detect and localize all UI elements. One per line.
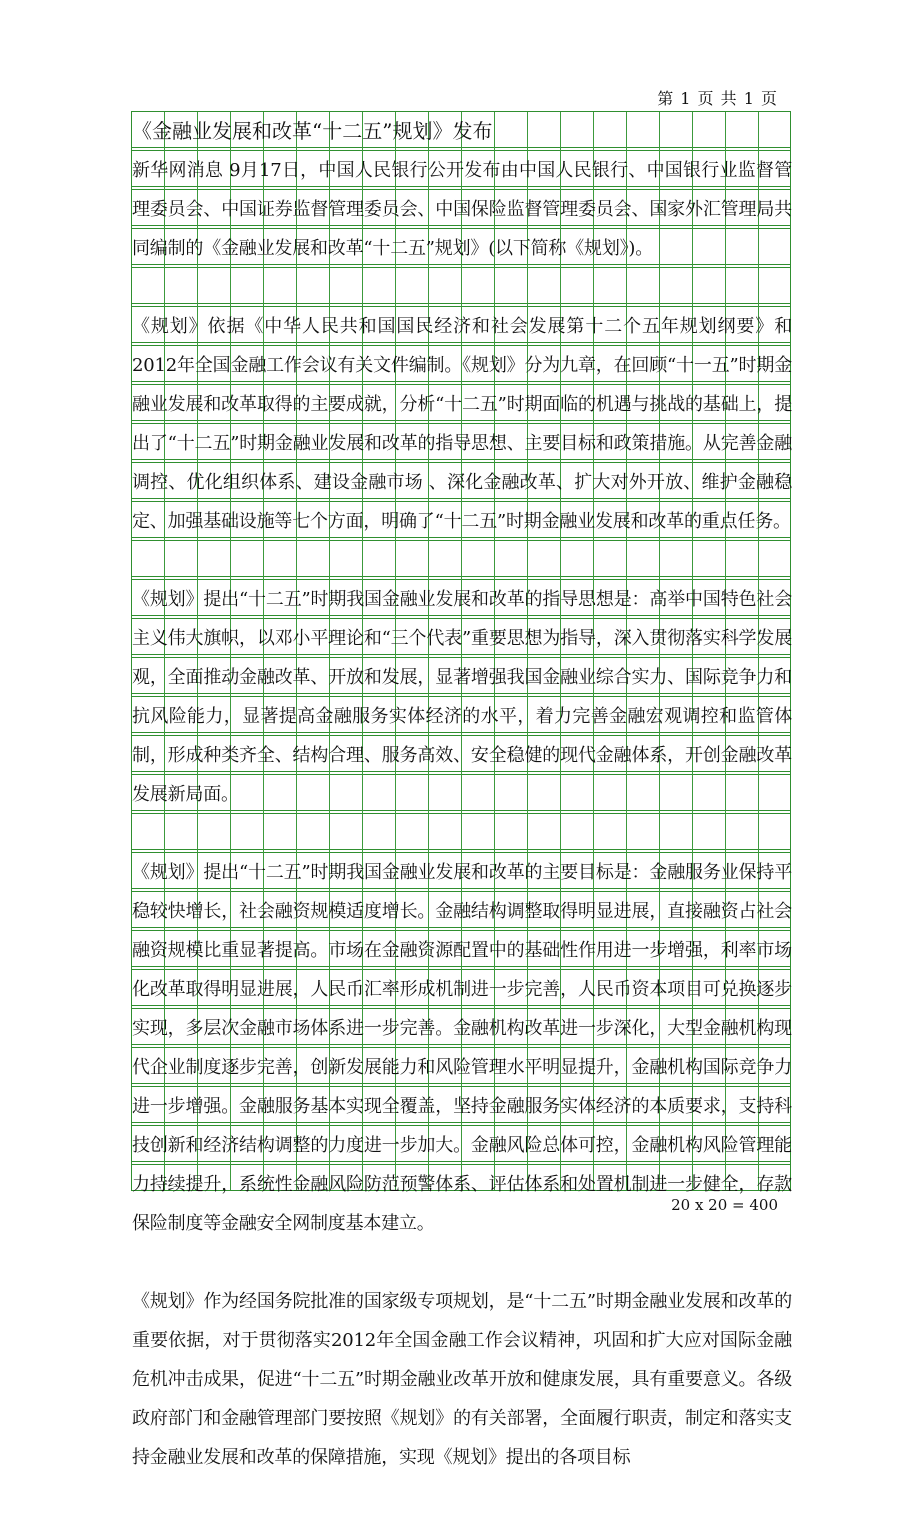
paragraph-4: 《规划》提出“十二五”时期我国金融业发展和改革的主要目标是：金融服务业保持平稳较快增长，社会融资规模适度增长。金融结构调整取得明显进展，直接融资占社会融资规模比重显著提高。市场在金融资源配置中的基础性作用进一步增强，利率市场化改革取得明显进展，人民币汇率形成机制进一步完善，人民币资本项目可兑换逐步实现，多层次金融市场体系进一步完善。金融机构改革进一步深化，大型金融机构现代企业制度逐步完善，创新发展能力和风险管理水平明显提升，金融机构国际竞争力进一步增强。金融服务基本实现全覆盖，坚持金融服务实体经济的本质要求，支持科技创新和经济结构调整的力度进一步加大。金融风险总体可控，金融机构风险管理能力持续提升，系统性金融风险防范预警体系、评估体系和处置机制进一步健全，存款保险制度等金融安全网制度基本建立。: [132, 862, 792, 1234]
paragraph-1: 新华网消息 9月17日，中国人民银行公开发布由中国人民银行、中国银行业监督管理委员会、中国证券监督管理委员会、中国保险监督管理委员会、国家外汇管理局共同编制的《金融业发展和改革“十二五”规划》(以下简称《规划》)。: [132, 160, 792, 259]
paragraph-3: 《规划》提出“十二五”时期我国金融业发展和改革的指导思想是：高举中国特色社会主义伟大旗帜，以邓小平理论和“三个代表”重要思想为指导，深入贯彻落实科学发展观，全面推动金融改革、开放和发展，显著增强我国金融业综合实力、国际竞争力和抗风险能力，显著提高金融服务实体经济的水平，着力完善金融宏观调控和监管体制，形成种类齐全、结构合理、服务高效、安全稳健的现代金融体系，开创金融改革发展新局面。: [132, 589, 792, 805]
paragraph-5: 《规划》作为经国务院批准的国家级专项规划，是“十二五”时期金融业发展和改革的重要依据，对于贯彻落实2012年全国金融工作会议精神，巩固和扩大应对国际金融危机冲击成果，促进“十二五”时期金融业改革开放和健康发展，具有重要意义。各级政府部门和金融管理部门要按照《规划》的有关部署，全面履行职责，制定和落实支持金融业发展和改革的保障措施，实现《规划》提出的各项目标: [132, 1291, 792, 1468]
document-title: 《金融业发展和改革“十二五”规划》发布: [132, 119, 493, 143]
document-body: [132, 112, 792, 1516]
grid-count-note: 20 x 20 = 400: [671, 1196, 778, 1214]
page-indicator: 第 1 页 共 1 页: [657, 89, 778, 108]
paragraph-2: 《规划》依据《中华人民共和国国民经济和社会发展第十二个五年规划纲要》和2012年全国金融工作会议有关文件编制。《规划》分为九章，在回顾“十一五”时期金融业发展和改革取得的主要成就，分析“十二五”时期面临的机遇与挑战的基础上，提出了“十二五”时期金融业发展和改革的指导思想、主要目标和政策措施。从完善金融调控、优化组织体系、建设金融市场 、深化金融改革、扩大对外开放、维护金融稳定、加强基础设施等七个方面，明确了“十二五”时期金融业发展和改革的重点任务。: [132, 316, 792, 532]
